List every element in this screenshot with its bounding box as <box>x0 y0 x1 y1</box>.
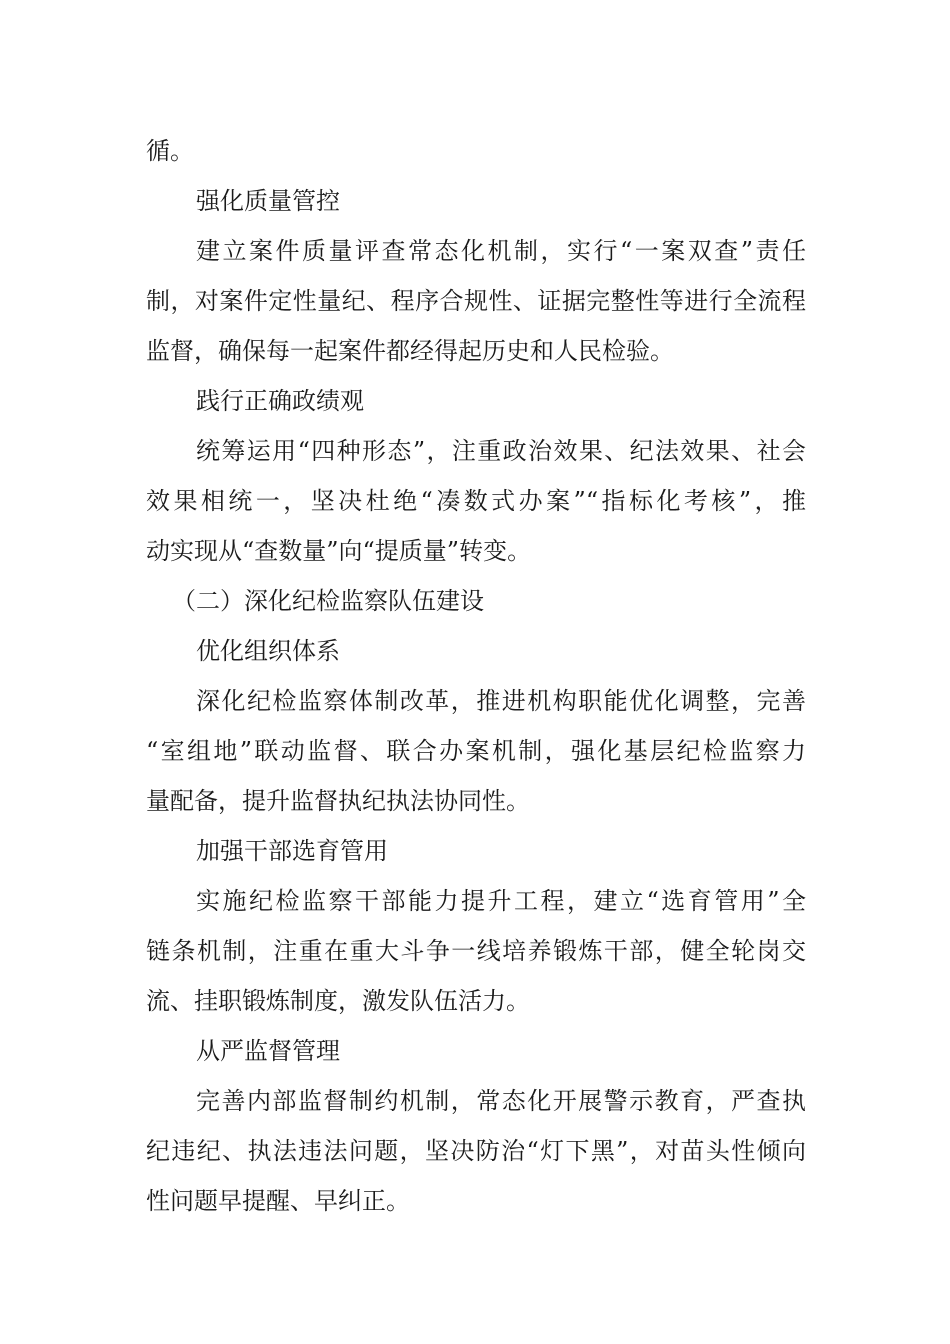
paragraph-line: 流、挂职锻炼制度，激发队伍活力。 <box>146 987 530 1015</box>
paragraph-line: 深化纪检监察体制改革，推进机构职能优化调整，完善 <box>196 687 806 715</box>
paragraph-line: 动实现从“查数量”向“提质量”转变。 <box>146 537 532 565</box>
section-heading: 践行正确政绩观 <box>196 387 364 415</box>
paragraph-line: “室组地”联动监督、联合办案机制，强化基层纪检监察力 <box>146 737 806 765</box>
paragraph-line: 量配备，提升监督执纪执法协同性。 <box>146 787 530 815</box>
paragraph-line: 监督，确保每一起案件都经得起历史和人民检验。 <box>146 337 674 365</box>
paragraph-line: 性问题早提醒、早纠正。 <box>146 1187 410 1215</box>
section-heading: 强化质量管控 <box>196 187 340 215</box>
paragraph-line: 统筹运用“四种形态”，注重政治效果、纪法效果、社会 <box>196 437 806 465</box>
chapter-heading: （二）深化纪检监察队伍建设 <box>172 587 484 615</box>
paragraph-line: 纪违纪、执法违法问题，坚决防治“灯下黑”，对苗头性倾向 <box>146 1137 806 1165</box>
section-heading: 从严监督管理 <box>196 1037 340 1065</box>
paragraph-line: 制，对案件定性量纪、程序合规性、证据完整性等进行全流程 <box>146 287 806 315</box>
section-heading: 优化组织体系 <box>196 637 340 665</box>
paragraph-line: 完善内部监督制约机制，常态化开展警示教育，严查执 <box>196 1087 806 1115</box>
paragraph-line: 效果相统一，坚决杜绝“凑数式办案”“指标化考核”，推 <box>146 487 806 515</box>
paragraph-line: 循。 <box>146 137 194 165</box>
paragraph-line: 链条机制，注重在重大斗争一线培养锻炼干部，健全轮岗交 <box>146 937 806 965</box>
document-body <box>146 126 806 1226</box>
paragraph-line: 实施纪检监察干部能力提升工程，建立“选育管用”全 <box>196 887 806 915</box>
paragraph-line: 建立案件质量评查常态化机制，实行“一案双查”责任 <box>196 237 806 265</box>
section-heading: 加强干部选育管用 <box>196 837 388 865</box>
